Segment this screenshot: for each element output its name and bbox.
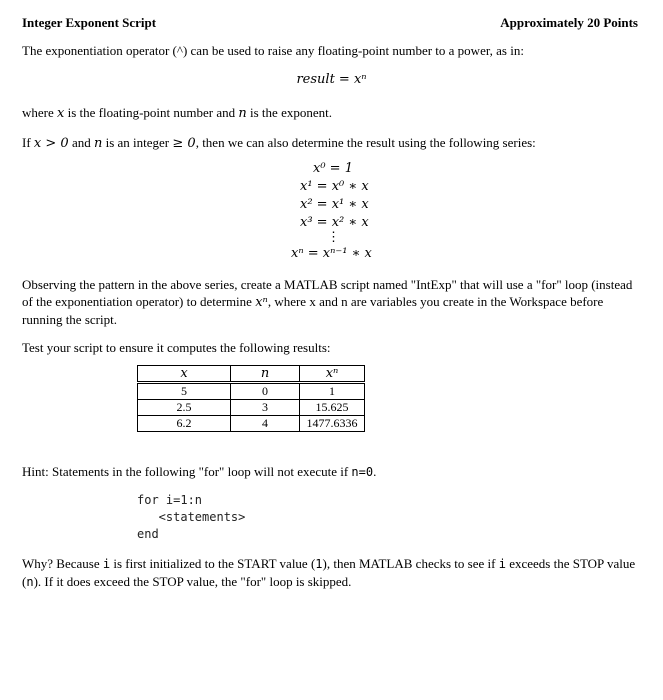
table-cell: 15.625: [300, 400, 365, 416]
where-post: is the exponent.: [246, 105, 332, 120]
why-p4: exceeds the STOP value (: [22, 556, 636, 589]
why-c1: i: [102, 557, 111, 571]
why-paragraph: [22, 555, 637, 591]
where-n: n: [238, 106, 247, 121]
table-cell: 5: [138, 383, 231, 400]
why-p3: ), then MATLAB checks to see if: [322, 556, 499, 571]
cond-pre: If: [22, 135, 34, 150]
code-line-2: <statements>: [137, 510, 246, 524]
table-cell: 2.5: [138, 400, 231, 416]
table-row: [138, 416, 365, 432]
table-cell: 6.2: [138, 416, 231, 432]
points-label: Approximately 20 Points: [500, 15, 638, 30]
where-paragraph: [22, 104, 637, 122]
cond-expr2: n: [93, 136, 103, 151]
where-x: x: [57, 106, 65, 121]
why-c3: i: [498, 557, 506, 571]
where-mid: is the floating-point number and: [64, 105, 239, 120]
cond-mid: and: [68, 135, 94, 150]
main-formula: result = xⁿ: [296, 72, 367, 87]
series-line-1: x¹ = x⁰ ∗ x: [300, 179, 369, 194]
table-header-xn: xⁿ: [300, 366, 365, 383]
table-header-n: n: [231, 366, 300, 383]
table-header-x: x: [138, 366, 231, 383]
page-title: Integer Exponent Script: [22, 15, 157, 30]
table-row: [138, 383, 365, 400]
results-table: [137, 365, 365, 432]
observe-expr: xⁿ: [255, 295, 268, 310]
cond-mid2: is an integer: [102, 135, 173, 150]
table-cell: 3: [231, 400, 300, 416]
table-cell: 4: [231, 416, 300, 432]
cond-expr1: x > 0: [33, 136, 69, 151]
code-line-1: for i=1:n: [137, 493, 203, 507]
why-p1: Why? Because: [22, 556, 103, 571]
observe-post: , where x and n are variables you create in the Workspace before running the script.: [22, 294, 604, 327]
observe-pre: Observing the pattern in the above series, create a MATLAB script named "IntExp" that will use a "for" loop (instead of the exponentiation operator) to determine: [22, 277, 633, 309]
why-p5: ). If it does exceed the STOP value, the "for" loop is skipped.: [33, 574, 352, 589]
table-row: [138, 400, 365, 416]
why-c4: n: [26, 575, 34, 589]
hint-paragraph: [22, 463, 637, 481]
where-pre: where: [22, 105, 58, 120]
why-p2: is first initialized to the START value (: [110, 556, 316, 571]
series-line-0: x⁰ = 1: [313, 161, 353, 176]
hint-pre: Hint: Statements in the following "for" loop will not execute if: [22, 464, 352, 479]
cond-post: , then we can also determine the result using the following series:: [195, 135, 536, 150]
table-cell: 1: [300, 383, 365, 400]
series-line-3: x³ = x² ∗ x: [300, 215, 369, 230]
intro-paragraph: The exponentiation operator (^) can be used to raise any floating-point number to a power, as in:: [22, 43, 524, 58]
cond-expr3: ≥ 0: [172, 136, 196, 151]
series-line-n: xⁿ = xⁿ⁻¹ ∗ x: [291, 246, 372, 261]
code-line-3: end: [137, 527, 159, 541]
table-cell: 1477.6336: [300, 416, 365, 432]
observe-paragraph: [22, 276, 637, 328]
table-cell: 0: [231, 383, 300, 400]
why-c2: 1: [315, 557, 323, 571]
test-intro: Test your script to ensure it computes the following results:: [22, 340, 331, 355]
hint-code: n=0: [351, 465, 374, 479]
hint-post: .: [373, 464, 377, 479]
series-ellipsis: ⋮: [327, 230, 340, 245]
condition-paragraph: [22, 134, 637, 152]
series-line-2: x² = x¹ ∗ x: [300, 197, 369, 212]
